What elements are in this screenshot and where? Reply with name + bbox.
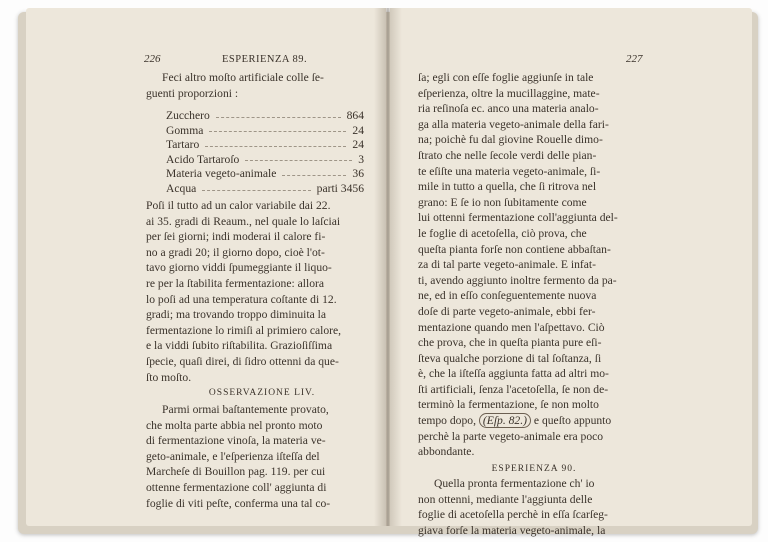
text-line: per ſei giorni; indi moderai il calore fi- <box>146 230 326 244</box>
ingredient-name: Materia vegeto-animale <box>166 167 277 181</box>
text-line-with-reference <box>418 413 650 429</box>
left-intro <box>146 70 374 101</box>
right-section-text <box>418 476 650 538</box>
text-line: gradi; ma trovando troppo diminuita la <box>146 308 326 322</box>
text-line: le foglie di acetoſella, ciò prova, che <box>418 226 587 240</box>
text-line: è, che la iſteſſa aggiunta fatta ad altri mo- <box>418 367 609 381</box>
left-section-text <box>146 402 378 511</box>
text-line: mile in tutto a quella, che ſi ritrova nel <box>418 180 597 194</box>
left-section-heading: OSSERVAZIONE LIV. <box>208 388 316 398</box>
text-fragment: tempo dopo, <box>418 414 476 428</box>
text-line: ti, avendo aggiunto inoltre fermento da pa- <box>418 273 617 287</box>
text-line: fermentazione lo rimiſi al primiero calore, <box>146 323 342 337</box>
left-page <box>26 8 386 526</box>
text-line: doſe di parte vegeto-animale, ebbi fer- <box>418 304 596 318</box>
text-line: geto-animale, e l'eſperienza iſteſſa del <box>146 449 320 463</box>
text-line: ſtrato che nelle ſecole verdi delle pian- <box>418 148 597 162</box>
text-line: perchè la parte vegeto-animale era poco <box>418 429 604 443</box>
ingredient-name: Acqua <box>166 181 197 195</box>
text-line: ſteva qualche porzione di tal ſoſtanza, ſi <box>418 351 602 365</box>
left-body-text <box>146 198 378 385</box>
text-line: te eſiſte una materia vegeto-animale, ſi- <box>418 164 601 178</box>
text-line: Parmi ormai baſtantemente provato, <box>162 403 329 416</box>
book-gutter <box>374 8 402 526</box>
ingredient-value: 864 <box>346 109 364 122</box>
left-running-head: ESPERIENZA 89. <box>222 54 308 65</box>
ingredient-name: Gomma <box>166 123 204 137</box>
text-line: che prova, che in queſta pianta pure eſi- <box>418 336 602 350</box>
text-line: ria reſinoſa ec. anco una materia analo- <box>418 102 599 116</box>
table-row <box>166 181 364 196</box>
table-row <box>166 108 364 123</box>
table-row <box>166 123 364 138</box>
right-page-number: 227 <box>626 53 643 65</box>
text-line: non ottenni, mediante l'aggiunta delle <box>418 492 593 506</box>
table-row <box>166 166 364 181</box>
text-line: Feci altro moſto artificiale colle ſe- <box>162 71 324 84</box>
right-body-text <box>418 70 650 460</box>
ingredient-value: 3 <box>358 152 364 166</box>
table-row <box>166 137 364 152</box>
text-line: re per la ſtabilita fermentazione: allora <box>146 276 324 290</box>
text-line: foglie di acetoſella perchè in eſſa ſcarſeg- <box>418 508 608 522</box>
text-line: terminò la fermentazione, ſe non molto <box>418 398 599 412</box>
text-line: lui ottenni fermentazione coll'aggiunta del- <box>418 211 618 225</box>
right-page <box>390 8 752 537</box>
text-line: na; poichè fu dal giovine Rouelle dimo- <box>418 133 603 147</box>
text-line: lo poſi ad una temperatura coſtante di 12. <box>146 292 337 306</box>
text-line: giava forſe la materia vegeto-animale, la <box>418 523 606 537</box>
text-line: ſpecie, quaſi direi, di ſidro ottenni da que- <box>146 354 339 368</box>
text-line: ſto moſto. <box>146 370 192 384</box>
text-line: eſperienza, oltre la mucillaggine, mate- <box>418 86 600 100</box>
ingredient-name: Acido Tartaroſo <box>166 152 240 166</box>
text-line: mentazione quando men l'aſpettavo. Ciò <box>418 320 605 334</box>
text-line: di fermentazione vinoſa, la materia ve- <box>146 434 326 448</box>
text-line: Poſi il tutto ad un calor variabile dai 22. <box>146 199 331 212</box>
ingredient-value: parti 3456 <box>316 181 364 195</box>
ingredients-table <box>166 108 364 196</box>
ingredient-name: Tartaro <box>166 138 200 152</box>
ingredient-value: 24 <box>352 123 364 137</box>
text-line: Marcheſe di Bouillon pag. 119. per cui <box>146 465 326 479</box>
text-line: foglie di viti peſte, conferma una tal co- <box>146 496 331 510</box>
text-line: no a gradi 20; il giorno dopo, cioè l'ot- <box>146 245 325 259</box>
text-line: abbondante. <box>418 445 475 459</box>
text-line: ſti artificiali, ſenza l'acetoſella, ſe non de- <box>418 382 609 396</box>
text-line: tavo giorno viddi ſpumeggiante il liquo- <box>146 261 332 275</box>
left-page-number: 226 <box>144 53 161 65</box>
text-fragment: e queſto appunto <box>533 414 612 428</box>
table-row <box>166 152 364 167</box>
text-line: e la viddi ſubito riſtabilita. Grazioſiſſima <box>146 339 333 353</box>
ingredient-value: 24 <box>352 138 364 152</box>
text-line: ne, ed in eſſo conſeguentemente nuova <box>418 289 597 303</box>
experiment-reference: (Eſp. 82.) <box>479 413 531 428</box>
ingredient-value: 36 <box>352 167 364 181</box>
text-line: ottenne fermentazione coll' aggiunta di <box>146 480 327 494</box>
text-line: za di tal parte vegeto-animale. E infat- <box>418 258 597 272</box>
text-line: ſa; egli con eſſe foglie aggiunſe in tale <box>418 71 594 84</box>
right-section-heading: ESPERIENZA 90. <box>491 464 577 474</box>
ingredient-name: Zucchero <box>166 109 210 122</box>
text-line: grano: E ſe io non ſubitamente come <box>418 195 587 209</box>
text-line: ai 35. gradi di Reaum., nel quale lo laſciai <box>146 214 341 228</box>
text-line: ga alla materia vegeto-animale della fari- <box>418 117 609 131</box>
text-line: queſta pianta forſe non contiene abbaſtan- <box>418 242 611 256</box>
text-line: Quella pronta fermentazione ch' io <box>434 477 595 490</box>
text-line: guenti proporzioni : <box>146 86 239 100</box>
text-line: che molta parte abbia nel pronto moto <box>146 418 323 432</box>
